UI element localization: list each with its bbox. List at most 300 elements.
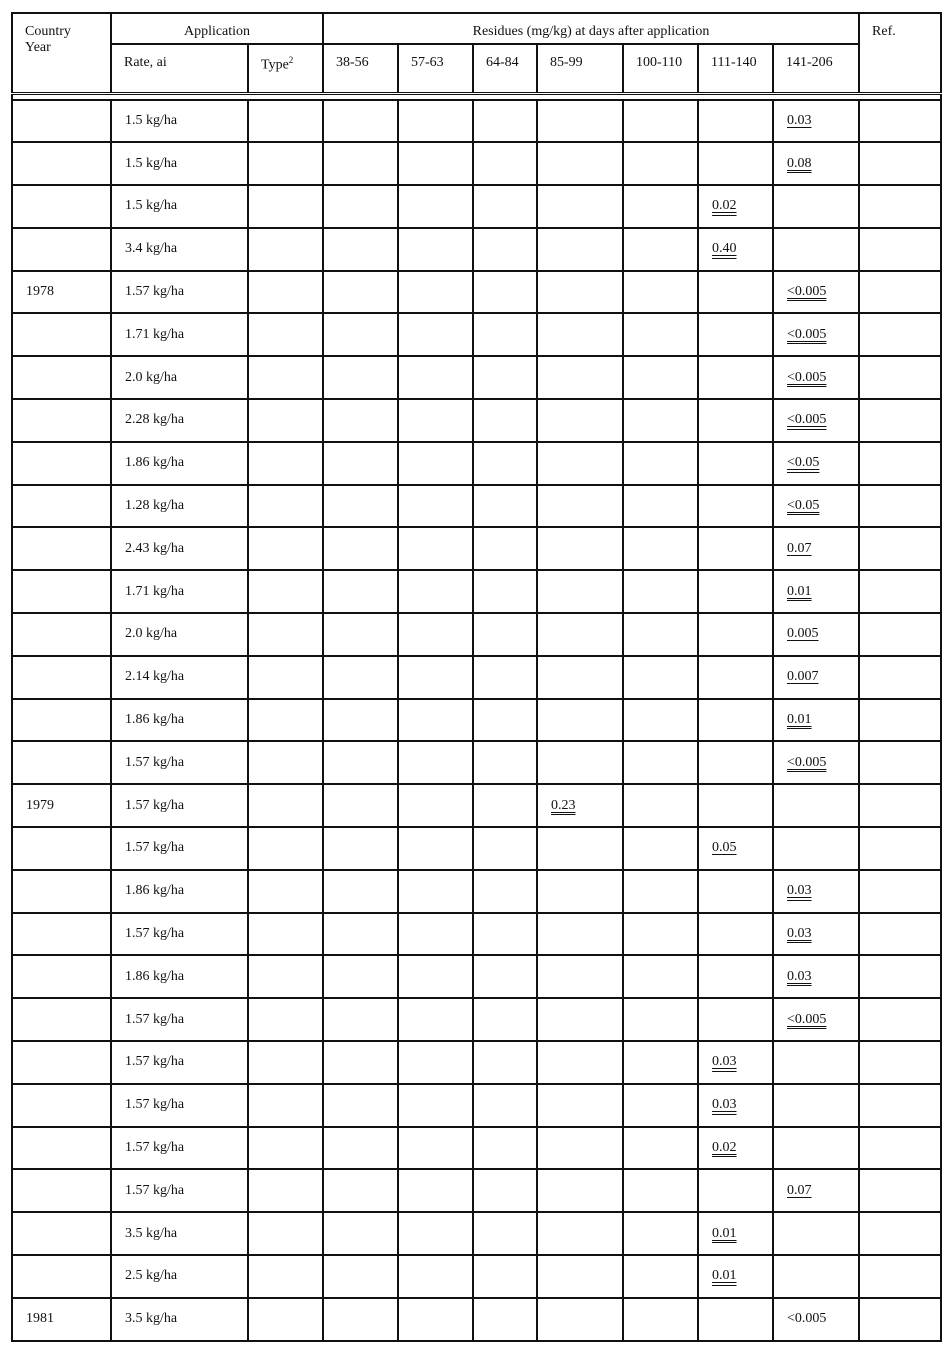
residue-cell (323, 185, 398, 228)
residue-cell (623, 1041, 698, 1084)
day-range-header: 141-206 (773, 44, 859, 93)
residue-value: <0.05 (787, 455, 820, 471)
residue-cell (323, 1041, 398, 1084)
residue-cell (323, 998, 398, 1041)
residue-cell (398, 100, 473, 143)
residue-value: <0.005 (787, 326, 827, 342)
residue-cell (398, 399, 473, 442)
table-row (12, 913, 941, 956)
country-label: Country (25, 24, 71, 39)
type-cell (248, 1169, 323, 1212)
residue-cell (473, 1127, 537, 1170)
residue-cell (398, 998, 473, 1041)
type-cell (248, 313, 323, 356)
year-cell (12, 442, 111, 485)
residue-cell (537, 656, 623, 699)
residue-cell (323, 142, 398, 185)
year-cell (12, 998, 111, 1041)
type-cell (248, 142, 323, 185)
residue-cell (773, 356, 859, 399)
residue-cell (537, 100, 623, 143)
ref-cell (859, 570, 941, 613)
residue-cell (398, 1084, 473, 1127)
table-row (12, 442, 941, 485)
table-row (12, 1127, 941, 1170)
table-row (12, 998, 941, 1041)
table-row (12, 313, 941, 356)
residue-cell (773, 527, 859, 570)
day-range-header: 85-99 (537, 44, 623, 93)
residue-cell (698, 870, 773, 913)
residue-cell (623, 1298, 698, 1341)
year-cell (12, 485, 111, 528)
residue-cell (698, 784, 773, 827)
day-range-header: 111-140 (698, 44, 773, 93)
residue-cell (537, 955, 623, 998)
residue-cell (473, 399, 537, 442)
residue-cell (537, 1169, 623, 1212)
residue-cell (698, 741, 773, 784)
ref-cell (859, 613, 941, 656)
residue-cell (398, 613, 473, 656)
ref-cell (859, 1084, 941, 1127)
residue-cell (773, 741, 859, 784)
residue-cell (623, 313, 698, 356)
rate-cell: 1.86 kg/ha (111, 955, 248, 998)
residue-table (11, 12, 942, 1342)
residue-cell (398, 271, 473, 314)
residue-cell (623, 485, 698, 528)
year-cell (12, 699, 111, 742)
residue-cell (773, 870, 859, 913)
residue-cell (473, 142, 537, 185)
residue-cell (623, 356, 698, 399)
ref-cell (859, 827, 941, 870)
residue-value: <0.005 (787, 754, 827, 770)
year-cell (12, 613, 111, 656)
ref-header: Ref. (859, 13, 941, 93)
residue-cell (398, 185, 473, 228)
residue-cell (398, 1169, 473, 1212)
residue-cell (473, 1084, 537, 1127)
ref-cell (859, 527, 941, 570)
residues-header: Residues (mg/kg) at days after application (323, 13, 859, 44)
residue-cell (323, 485, 398, 528)
table-row (12, 1298, 941, 1341)
residue-cell (623, 955, 698, 998)
residue-cell (323, 100, 398, 143)
residue-cell (323, 228, 398, 271)
residue-cell (537, 613, 623, 656)
residue-cell (398, 570, 473, 613)
table-row (12, 613, 941, 656)
residue-cell (698, 313, 773, 356)
residue-cell (623, 271, 698, 314)
residue-cell (698, 613, 773, 656)
residue-cell (537, 870, 623, 913)
residue-value: <0.005 (787, 369, 827, 385)
residue-cell (537, 442, 623, 485)
rate-cell: 1.71 kg/ha (111, 570, 248, 613)
residue-cell (398, 870, 473, 913)
residue-cell (323, 955, 398, 998)
type-cell (248, 784, 323, 827)
type-cell (248, 1127, 323, 1170)
ref-cell (859, 399, 941, 442)
type-cell (248, 228, 323, 271)
residue-value: 0.007 (787, 669, 819, 685)
table-row (12, 699, 941, 742)
type-cell (248, 913, 323, 956)
rate-cell: 1.57 kg/ha (111, 784, 248, 827)
day-range-header: 57-63 (398, 44, 473, 93)
year-cell (12, 827, 111, 870)
residue-cell (323, 741, 398, 784)
residue-cell (398, 1255, 473, 1298)
residue-cell (623, 784, 698, 827)
residue-cell (398, 913, 473, 956)
residue-value: 0.02 (712, 1140, 737, 1156)
year-cell: 1979 (12, 784, 111, 827)
day-range-header: 100-110 (623, 44, 698, 93)
ref-cell (859, 100, 941, 143)
residue-cell (473, 1169, 537, 1212)
year-cell (12, 913, 111, 956)
residue-cell (623, 870, 698, 913)
residue-cell (473, 998, 537, 1041)
residue-cell (623, 527, 698, 570)
year-cell (12, 100, 111, 143)
table-row (12, 228, 941, 271)
residue-cell (473, 1255, 537, 1298)
year-cell (12, 1041, 111, 1084)
residue-cell (537, 741, 623, 784)
residue-value: <0.005 (787, 412, 827, 428)
residue-value: 0.03 (787, 926, 812, 942)
ref-cell (859, 1169, 941, 1212)
residue-cell (698, 399, 773, 442)
residue-cell (773, 913, 859, 956)
residue-value: 0.40 (712, 241, 737, 257)
residue-cell (537, 485, 623, 528)
residue-cell (773, 1212, 859, 1255)
type-cell (248, 527, 323, 570)
year-label: Year (25, 40, 51, 55)
rate-cell: 2.0 kg/ha (111, 356, 248, 399)
residue-cell (698, 998, 773, 1041)
rate-cell: 1.28 kg/ha (111, 485, 248, 528)
year-cell (12, 1255, 111, 1298)
residue-cell (537, 399, 623, 442)
residue-cell (473, 570, 537, 613)
residue-cell (473, 656, 537, 699)
residue-cell (323, 784, 398, 827)
ref-cell (859, 356, 941, 399)
table-body (12, 100, 941, 1341)
residue-cell (773, 228, 859, 271)
residue-cell (698, 485, 773, 528)
table-row (12, 1255, 941, 1298)
year-cell (12, 185, 111, 228)
type-cell (248, 356, 323, 399)
residue-cell (698, 1255, 773, 1298)
residue-cell (698, 1084, 773, 1127)
residue-cell (473, 913, 537, 956)
residue-cell (698, 100, 773, 143)
residue-cell (698, 827, 773, 870)
residue-cell (698, 356, 773, 399)
residue-cell (773, 1127, 859, 1170)
type-cell (248, 656, 323, 699)
residue-cell (537, 784, 623, 827)
table-row (12, 870, 941, 913)
type-cell (248, 442, 323, 485)
rate-cell: 2.5 kg/ha (111, 1255, 248, 1298)
residue-cell (698, 228, 773, 271)
type-cell (248, 570, 323, 613)
table-row (12, 570, 941, 613)
residue-cell (323, 442, 398, 485)
residue-cell (773, 313, 859, 356)
ref-cell (859, 1041, 941, 1084)
residue-value: <0.005 (787, 1011, 827, 1027)
ref-cell (859, 1127, 941, 1170)
residue-cell (623, 998, 698, 1041)
table-header (12, 13, 941, 100)
ref-cell (859, 784, 941, 827)
residue-cell (473, 1212, 537, 1255)
country-year-header (12, 13, 111, 93)
residue-cell (537, 827, 623, 870)
residue-cell (537, 313, 623, 356)
residue-cell (773, 442, 859, 485)
year-cell (12, 1127, 111, 1170)
residue-cell (398, 1041, 473, 1084)
ref-cell (859, 228, 941, 271)
table-row (12, 741, 941, 784)
residue-cell (773, 998, 859, 1041)
residue-cell (323, 313, 398, 356)
residue-cell (323, 699, 398, 742)
residue-cell (473, 1041, 537, 1084)
residue-cell (398, 699, 473, 742)
residue-cell (473, 442, 537, 485)
rate-cell: 1.57 kg/ha (111, 1169, 248, 1212)
residue-cell (323, 570, 398, 613)
residue-cell (698, 185, 773, 228)
residue-cell (398, 1298, 473, 1341)
residue-value: 0.03 (712, 1054, 737, 1070)
type-cell (248, 1084, 323, 1127)
residue-cell (537, 1212, 623, 1255)
residue-cell (698, 656, 773, 699)
residue-cell (473, 185, 537, 228)
type-cell (248, 741, 323, 784)
ref-cell (859, 955, 941, 998)
table-row (12, 656, 941, 699)
residue-cell (473, 870, 537, 913)
type-cell (248, 699, 323, 742)
type-cell (248, 870, 323, 913)
table-row (12, 271, 941, 314)
table-row (12, 1041, 941, 1084)
residue-value: <0.05 (787, 498, 820, 514)
residue-cell (623, 100, 698, 143)
residue-value: 0.03 (787, 968, 812, 984)
residue-cell (537, 142, 623, 185)
residue-cell (623, 1212, 698, 1255)
residue-cell (623, 613, 698, 656)
ref-cell (859, 442, 941, 485)
residue-value: 0.08 (787, 155, 812, 171)
ref-cell (859, 485, 941, 528)
table-row (12, 185, 941, 228)
residue-value: 0.01 (787, 583, 812, 599)
residue-cell (773, 1298, 859, 1341)
rate-cell: 1.57 kg/ha (111, 913, 248, 956)
residue-cell (537, 570, 623, 613)
residue-cell (623, 1084, 698, 1127)
residue-value: 0.01 (787, 712, 812, 728)
residue-cell (773, 699, 859, 742)
table-row (12, 485, 941, 528)
rate-cell: 1.57 kg/ha (111, 741, 248, 784)
residue-cell (698, 1169, 773, 1212)
residue-cell (773, 827, 859, 870)
residue-cell (537, 1041, 623, 1084)
residue-cell (323, 827, 398, 870)
residue-cell (773, 955, 859, 998)
ref-cell (859, 870, 941, 913)
residue-cell (537, 1255, 623, 1298)
residue-value: 0.005 (787, 626, 819, 642)
residue-cell (473, 741, 537, 784)
type-cell (248, 100, 323, 143)
residue-cell (398, 656, 473, 699)
type-cell (248, 185, 323, 228)
rate-cell: 1.57 kg/ha (111, 1084, 248, 1127)
type-cell (248, 613, 323, 656)
year-cell: 1978 (12, 271, 111, 314)
residue-cell (323, 1127, 398, 1170)
table-row (12, 1084, 941, 1127)
residue-cell (698, 1298, 773, 1341)
rate-cell: 1.86 kg/ha (111, 699, 248, 742)
type-cell (248, 955, 323, 998)
residue-cell (323, 613, 398, 656)
residue-cell (698, 142, 773, 185)
residue-value: 0.23 (551, 797, 576, 813)
residue-cell (537, 228, 623, 271)
ref-cell (859, 185, 941, 228)
residue-cell (398, 827, 473, 870)
residue-cell (398, 442, 473, 485)
rate-header: Rate, ai (111, 44, 248, 93)
day-range-header: 38-56 (323, 44, 398, 93)
residue-cell (698, 442, 773, 485)
residue-cell (623, 1255, 698, 1298)
residue-cell (323, 1212, 398, 1255)
rate-cell: 1.5 kg/ha (111, 100, 248, 143)
table-row (12, 955, 941, 998)
residue-cell (537, 1084, 623, 1127)
rate-cell: 1.86 kg/ha (111, 870, 248, 913)
type-cell (248, 998, 323, 1041)
residue-cell (623, 142, 698, 185)
residue-cell (537, 356, 623, 399)
year-cell (12, 570, 111, 613)
year-cell (12, 741, 111, 784)
rate-cell: 1.57 kg/ha (111, 1127, 248, 1170)
residue-cell (473, 527, 537, 570)
residue-cell (623, 656, 698, 699)
residue-cell (398, 527, 473, 570)
year-cell (12, 228, 111, 271)
residue-cell (323, 1255, 398, 1298)
year-cell (12, 356, 111, 399)
rate-cell: 3.5 kg/ha (111, 1298, 248, 1341)
ref-cell (859, 1255, 941, 1298)
residue-cell (773, 399, 859, 442)
type-header: Type$^2$ (248, 44, 323, 93)
residue-cell (773, 570, 859, 613)
ref-cell (859, 913, 941, 956)
ref-cell (859, 142, 941, 185)
residue-cell (623, 442, 698, 485)
residue-cell (698, 699, 773, 742)
residue-cell (773, 185, 859, 228)
residue-cell (473, 356, 537, 399)
residue-value: 0.03 (712, 1097, 737, 1113)
residue-cell (537, 998, 623, 1041)
residue-cell (698, 1212, 773, 1255)
rate-cell: 1.57 kg/ha (111, 827, 248, 870)
residue-cell (398, 955, 473, 998)
residue-cell (323, 399, 398, 442)
type-cell (248, 271, 323, 314)
residue-cell (323, 356, 398, 399)
residue-cell (773, 784, 859, 827)
year-cell (12, 527, 111, 570)
residue-cell (698, 1041, 773, 1084)
application-header: Application (111, 13, 323, 44)
residue-cell (398, 313, 473, 356)
residue-cell (323, 1298, 398, 1341)
residue-cell (323, 913, 398, 956)
rate-cell: 1.5 kg/ha (111, 185, 248, 228)
residue-cell (398, 356, 473, 399)
type-cell (248, 1212, 323, 1255)
year-cell (12, 656, 111, 699)
ref-cell (859, 699, 941, 742)
residue-cell (398, 1212, 473, 1255)
residue-cell (773, 1169, 859, 1212)
residue-cell (623, 1169, 698, 1212)
ref-cell (859, 741, 941, 784)
residue-cell (698, 913, 773, 956)
residue-cell (473, 228, 537, 271)
residue-cell (398, 228, 473, 271)
residue-value: <0.005 (787, 284, 827, 300)
residue-cell (623, 699, 698, 742)
ref-cell (859, 313, 941, 356)
residue-cell (623, 913, 698, 956)
year-cell (12, 1084, 111, 1127)
day-range-header: 64-84 (473, 44, 537, 93)
type-cell (248, 399, 323, 442)
year-cell (12, 313, 111, 356)
rate-cell: 2.28 kg/ha (111, 399, 248, 442)
